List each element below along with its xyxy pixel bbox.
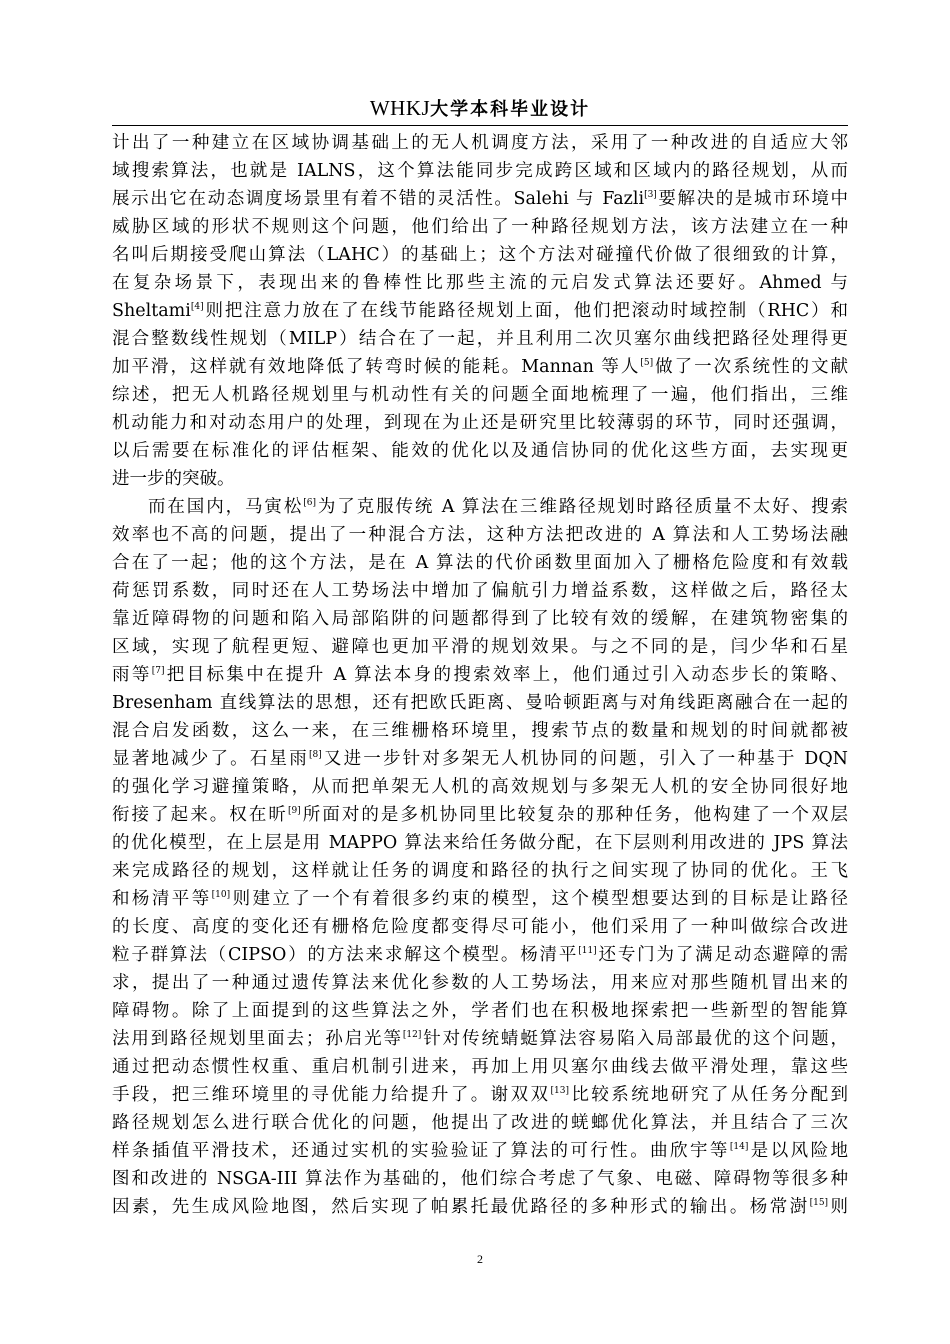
- text-line: [112, 1053, 848, 1081]
- text-line: [112, 605, 848, 633]
- line-text: 针对传统蜻蜓算法容易陷入局部最优的这个问题，: [421, 1029, 849, 1049]
- text-line: [112, 829, 848, 857]
- citation-ref: [8]: [308, 750, 322, 760]
- text-line: [112, 297, 848, 325]
- citation-ref: [7]: [151, 666, 165, 676]
- text-line: [112, 465, 848, 493]
- text-line: [112, 241, 848, 269]
- text-line: [112, 1193, 848, 1221]
- line-text: 因素，先生成风险地图，然后实现了帕累托最优路径的多种形式的输出。杨常澍: [112, 1197, 810, 1217]
- line-text: 是以风险地: [748, 1141, 848, 1161]
- text-line: [112, 353, 848, 381]
- body-text: [112, 129, 848, 1221]
- citation-ref: [12]: [402, 1030, 422, 1040]
- citation-ref: [5]: [640, 358, 654, 368]
- text-line: [112, 1137, 848, 1165]
- text-line: [112, 493, 848, 521]
- line-text: 把目标集中在提升 A 算法本身的搜索效率上，他们通过引入动态步长的策略、: [164, 665, 848, 685]
- line-text: 名叫后期接受爬山算法（LAHC）的基础上；这个方法对碰撞代价做了很细致的计算，: [112, 245, 848, 265]
- line-text: 域搜索算法，也就是 IALNS，这个算法能同步完成跨区域和区域内的路径规划，从而: [112, 161, 848, 181]
- citation-ref: [10]: [211, 890, 231, 900]
- page-number: 2: [477, 1252, 483, 1266]
- line-text: 粒子群算法（CIPSO）的方法来求解这个模型。杨清平: [112, 945, 579, 965]
- line-text: Bresenham 直线算法的思想，还有把欧氏距离、曼哈顿距离与对角线距离融合在一起的: [112, 693, 848, 713]
- text-line: [112, 157, 848, 185]
- line-text: 则: [828, 1197, 849, 1217]
- text-line: [112, 185, 848, 213]
- line-text: 则把注意力放在了在线节能路径规划上面，他们把滚动时域控制（RHC）和: [203, 301, 848, 321]
- header-rule: [112, 125, 848, 126]
- text-line: [112, 941, 848, 969]
- text-line: [112, 969, 848, 997]
- line-text: 衔接了起来。权在昕: [112, 805, 288, 825]
- text-line: [112, 689, 848, 717]
- citation-ref: [11]: [578, 946, 597, 956]
- citation-ref: [4]: [190, 302, 204, 312]
- text-line: [112, 129, 848, 157]
- text-line: [112, 1165, 848, 1193]
- line-text: 显著地减少了。石星雨: [112, 749, 309, 769]
- text-line: [112, 1081, 848, 1109]
- text-line: [112, 745, 848, 773]
- text-line: [112, 857, 848, 885]
- text-line: [112, 801, 848, 829]
- line-text: 路径规划怎么进行联合优化的问题，他提出了改进的蜣螂优化算法，并且结合了三次: [112, 1113, 848, 1133]
- header-latin: WHKJ: [369, 96, 431, 120]
- citation-ref: [14]: [729, 1142, 749, 1152]
- line-text: 威胁区域的形状不规则这个问题，他们给出了一种路径规划方法，该方法建立在一种: [112, 217, 848, 237]
- line-text: 还专门为了满足动态避障的需: [596, 945, 848, 965]
- header-title: 大学本科毕业设计: [430, 99, 591, 120]
- text-line: [112, 633, 848, 661]
- line-text: 机动能力和对动态用户的处理，到现在为止还是研究里比较薄弱的环节，同时还强调，: [112, 413, 848, 433]
- line-text: 在复杂场景下，表现出来的鲁棒性比那些主流的元启发式算法还要好。Ahmed 与: [112, 273, 848, 293]
- line-text: 以后需要在标准化的评估框架、能效的优化以及通信协同的优化这些方面，去实现更: [112, 441, 848, 461]
- line-text: 综述，把无人机路径规划里与机动性有关的问题全面地梳理了一遍，他们指出，三维: [112, 385, 848, 405]
- line-text: 来完成路径的规划，这样就让任务的调度和路径的执行之间实现了协同的优化。王飞: [112, 861, 848, 881]
- line-text: 所面对的是多机协同里比较复杂的那种任务，他构建了一个双层: [300, 805, 849, 825]
- citation-ref: [6]: [303, 498, 316, 508]
- line-text: 为了克服传统 A 算法在三维路径规划时路径质量不太好、搜索: [315, 497, 848, 517]
- text-line: [112, 717, 848, 745]
- line-text: 又进一步针对多架无人机协同的问题，引入了一种基于 DQN: [321, 749, 848, 769]
- line-text: 图和改进的 NSGA-III 算法作为基础的，他们综合考虑了气象、电磁、障碍物等很多种: [112, 1169, 848, 1189]
- text-line: [112, 1025, 848, 1053]
- citation-ref: [9]: [287, 806, 301, 816]
- line-text: 合在了一起；他的这个方法，是在 A 算法的代价函数里面加入了栅格危险度和有效载: [112, 553, 848, 573]
- text-line: [112, 549, 848, 577]
- text-line: [112, 997, 848, 1025]
- text-line: [112, 381, 848, 409]
- citation-ref: [3]: [644, 190, 657, 200]
- line-text: 法用到路径规划里面去；孙启光等: [112, 1029, 403, 1049]
- line-text: 靠近障碍物的问题和陷入局部陷阱的问题都得到了比较有效的缓解，在建筑物密集的: [112, 609, 848, 629]
- citation-ref: [13]: [550, 1086, 569, 1096]
- line-text: 求，提出了一种通过遗传算法来优化参数的人工势场法，用来应对那些随机冒出来的: [112, 973, 848, 993]
- citation-ref: [15]: [809, 1198, 829, 1208]
- text-line: [112, 521, 848, 549]
- line-text: 的长度、高度的变化还有栅格危险度都变得尽可能小，他们采用了一种叫做综合改进: [112, 917, 848, 937]
- line-text: 要解决的是城市环境中: [656, 189, 849, 209]
- line-text: 加平滑，这样就有效地降低了转弯时候的能耗。Mannan 等人: [112, 357, 641, 377]
- line-text: 计出了一种建立在区域协调基础上的无人机调度方法，采用了一种改进的自适应大邻: [112, 133, 848, 153]
- line-text: 展示出它在动态调度场景里有着不错的灵活性。Salehi 与 Fazli: [112, 189, 645, 209]
- text-line: [112, 1109, 848, 1137]
- line-text: 手段，把三维环境里的寻优能力给提升了。谢双双: [112, 1085, 551, 1105]
- text-line: [112, 437, 848, 465]
- line-text: 混合整数线性规划（MILP）结合在了一起，并且利用二次贝塞尔曲线把路径处理得更: [112, 329, 848, 349]
- line-text: 的强化学习避撞策略，从而把单架无人机的高效规划与多架无人机的安全协同很好地: [112, 777, 848, 797]
- running-header: [112, 94, 848, 124]
- line-text: 的优化模型，在上层是用 MAPPO 算法来给任务做分配，在下层则利用改进的 JPS 算法: [112, 833, 848, 853]
- line-text: 样条插值平滑技术，还通过实机的实验验证了算法的可行性。曲欣宇等: [112, 1141, 730, 1161]
- line-text: 混合启发函数，这么一来，在三维栅格环境里，搜索节点的数量和规划的时间就都被: [112, 721, 848, 741]
- line-text: 荷惩罚系数，同时还在人工势场法中增加了偏航引力增益系数，这样做之后，路径太: [112, 581, 848, 601]
- text-line: [112, 913, 848, 941]
- line-text: 和杨清平等: [112, 889, 212, 909]
- line-text: 而在国内，马寅松: [148, 497, 304, 517]
- line-text: 雨等: [112, 665, 152, 685]
- line-text: 则建立了一个有着很多约束的模型，这个模型想要达到的目标是让路径: [230, 889, 848, 909]
- text-line: [112, 773, 848, 801]
- text-line: [112, 577, 848, 605]
- line-text: 障碍物。除了上面提到的这些算法之外，学者们也在积极地探索把一些新型的智能算: [112, 1001, 848, 1021]
- line-text: 区域，实现了航程更短、避障也更加平滑的规划效果。与之不同的是，闫少华和石星: [112, 637, 848, 657]
- text-line: [112, 269, 848, 297]
- text-line: [112, 661, 848, 689]
- line-text: 效率也不高的问题，提出了一种混合方法，这种方法把改进的 A 算法和人工势场法融: [112, 525, 848, 545]
- text-line: [112, 885, 848, 913]
- line-text: 进一步的突破。: [112, 469, 235, 489]
- text-line: [112, 213, 848, 241]
- text-line: [112, 409, 848, 437]
- line-text: 做了一次系统性的文献: [653, 357, 849, 377]
- line-text: Sheltami: [112, 301, 191, 321]
- line-text: 通过把动态惯性权重、重启机制引进来，再加上用贝塞尔曲线去做平滑处理，靠这些: [112, 1057, 848, 1077]
- line-text: 比较系统地研究了从任务分配到: [568, 1085, 849, 1105]
- text-line: [112, 325, 848, 353]
